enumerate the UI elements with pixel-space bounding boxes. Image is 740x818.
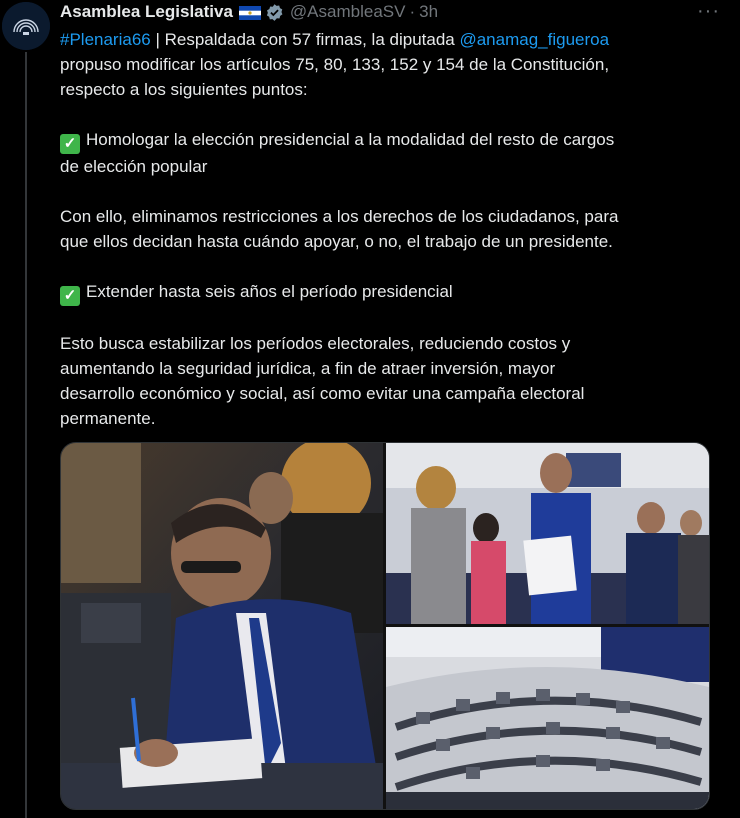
el-salvador-flag-icon	[239, 5, 261, 19]
media-grid	[60, 442, 710, 810]
check-mark-icon: ✓	[60, 286, 80, 306]
photo-signing[interactable]	[61, 443, 383, 809]
point-1-text: Homologar la elección presidencial a la modalidad del resto de cargos	[86, 130, 615, 149]
check-mark-icon: ✓	[60, 134, 80, 154]
author-name[interactable]: Asamblea Legislativa	[60, 2, 233, 21]
assembly-logo-icon	[2, 2, 50, 50]
text-line-2: propuso modificar los artículos 75, 80, 133, 152 y 154 de la Constitución,	[60, 55, 610, 74]
separator-dot: ·	[409, 2, 416, 21]
para-2-line-1: Con ello, eliminamos restricciones a los derechos de los ciudadanos, para	[60, 207, 619, 226]
more-options-icon[interactable]: ···	[697, 0, 720, 22]
tweet-text	[60, 27, 732, 431]
tweet-timestamp[interactable]: 3h	[419, 2, 439, 21]
thread-line	[25, 52, 27, 818]
mention-anamag-figueroa[interactable]: @anamag_figueroa	[459, 30, 610, 49]
point-1-line-1	[60, 127, 732, 154]
hashtag-plenaria66[interactable]: #Plenaria66	[60, 30, 151, 49]
text-line-3: respecto a los siguientes puntos:	[60, 80, 308, 99]
verified-badge-icon	[265, 3, 284, 22]
point-1-line-2: de elección popular	[60, 157, 208, 176]
author-handle[interactable]: @AsambleaSV	[289, 2, 406, 21]
point-2	[60, 279, 732, 306]
para-2-line-2: que ellos decidan hasta cuándo apoyar, o no, el trabajo de un presidente.	[60, 232, 613, 251]
tweet-header	[60, 0, 732, 24]
para-3-line-1: Esto busca estabilizar los períodos electorales, reduciendo costos y	[60, 334, 571, 353]
photo-group-document[interactable]	[386, 443, 709, 624]
text-line-1-body: | Respaldada con 57 firmas, la diputada	[150, 30, 460, 49]
para-3-line-2: aumentando la seguridad jurídica, a fin de atraer inversión, mayor	[60, 359, 556, 378]
para-3-line-3: desarrollo económico y social, así como evitar una campaña electoral	[60, 384, 585, 403]
para-3-line-4: permanente.	[60, 409, 156, 428]
tweet-content	[60, 0, 732, 431]
point-2-text: Extender hasta seis años el período presidencial	[86, 282, 453, 301]
photo-plenary-hall[interactable]	[386, 627, 709, 809]
text-line-1	[60, 27, 732, 52]
avatar[interactable]	[2, 2, 50, 50]
